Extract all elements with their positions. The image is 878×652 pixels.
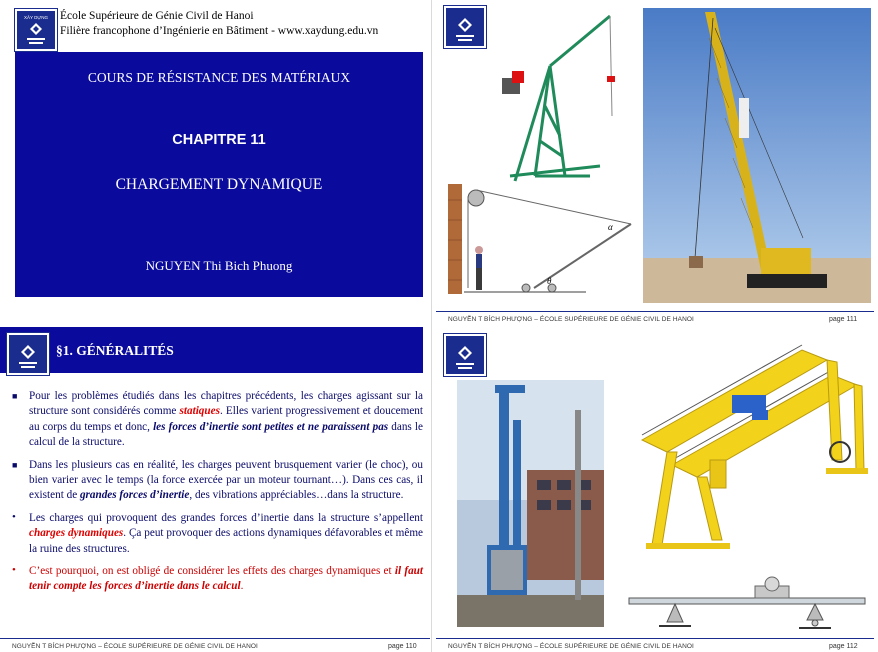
title-panel bbox=[15, 52, 423, 297]
school-logo bbox=[444, 334, 486, 376]
bullet-item: ■ Pour les problèmes étudiés dans les chapitres précédents, les charges agissant sur la structure sont considérés comme statiques. Elles varient progressivement et doucement au corps du temps et donc, les forces d’inertie sont petites et ne paraissent pas dans le calcul de la structure. bbox=[12, 390, 424, 449]
page-number: page 112 bbox=[829, 643, 858, 650]
chapter-number: CHAPITRE 11 bbox=[172, 132, 266, 148]
slide-divider bbox=[431, 0, 432, 652]
footer-author: NGUYỄN T BÍCH PHƯỢNG – ÉCOLE SUPÉRIEURE DE GÉNIE CIVIL DE HANOI bbox=[448, 316, 694, 323]
square-bullet-icon: ■ bbox=[12, 391, 18, 401]
square-bullet-icon: ■ bbox=[12, 459, 18, 470]
theta-label: θ bbox=[547, 276, 552, 286]
section-title: §1. GÉNÉRALITÉS bbox=[56, 343, 174, 358]
school-name: École Supérieure de Génie Civil de Hanoi bbox=[60, 10, 254, 22]
footer-author: NGUYỄN T BÍCH PHƯỢNG – ÉCOLE SUPÉRIEURE DE GÉNIE CIVIL DE HANOI bbox=[12, 643, 258, 650]
footer-rule bbox=[436, 638, 874, 639]
footer-rule bbox=[436, 311, 874, 312]
round-bullet-icon: • bbox=[12, 510, 16, 523]
footer-author: NGUYỄN T BÍCH PHƯỢNG – ÉCOLE SUPÉRIEURE DE GÉNIE CIVIL DE HANOI bbox=[448, 643, 694, 650]
beam-support-diagram bbox=[627, 574, 867, 636]
footer-rule bbox=[0, 638, 430, 639]
jib-crane-image bbox=[490, 6, 620, 186]
round-bullet-icon: • bbox=[12, 564, 16, 577]
pulley-diagram bbox=[446, 180, 636, 298]
svg-text:XÂY DỰNG: XÂY DỰNG bbox=[23, 15, 49, 20]
crawler-crane-photo bbox=[643, 8, 871, 303]
school-logo bbox=[444, 6, 486, 48]
school-logo bbox=[7, 333, 49, 375]
bullet-list bbox=[12, 389, 423, 602]
chapter-title: CHARGEMENT DYNAMIQUE bbox=[115, 176, 323, 193]
bullet-item: • Les charges qui provoquent des grandes forces d’inertie dans la structure s’appellent charges dynamiques. Ça peut provoquer des actions dynamiques défavorables et même la ruine des structures. bbox=[12, 510, 423, 555]
page-number: page 111 bbox=[829, 316, 858, 323]
page-number: page 110 bbox=[388, 643, 417, 650]
gantry-crane-image bbox=[632, 340, 868, 552]
school-logo bbox=[15, 9, 57, 51]
bullet-item: ■ Dans les plusieurs cas en réalité, les charges peuvent brusquement varier (le choc), ou bien varier avec le temps (la force exercée par un moteur tournant…). Dans ces cas, il existent de grandes forces d’inertie, des vibrations appréciables…dans la structure. bbox=[12, 458, 423, 502]
school-program: Filière francophone d’Ingénierie en Bâtiment - www.xaydung.edu.vn bbox=[60, 25, 379, 37]
author-name: NGUYEN Thi Bich Phuong bbox=[145, 258, 293, 273]
alpha-label: α bbox=[608, 222, 613, 232]
bullet-item: • C’est pourquoi, on est obligé de considérer les effets des charges dynamiques et il faut tenir compte les forces d’inertie dans le calcul. bbox=[12, 564, 423, 593]
course-title: COURS DE RÉSISTANCE DES MATÉRIAUX bbox=[87, 70, 351, 85]
pile-driver-photo bbox=[457, 380, 604, 627]
